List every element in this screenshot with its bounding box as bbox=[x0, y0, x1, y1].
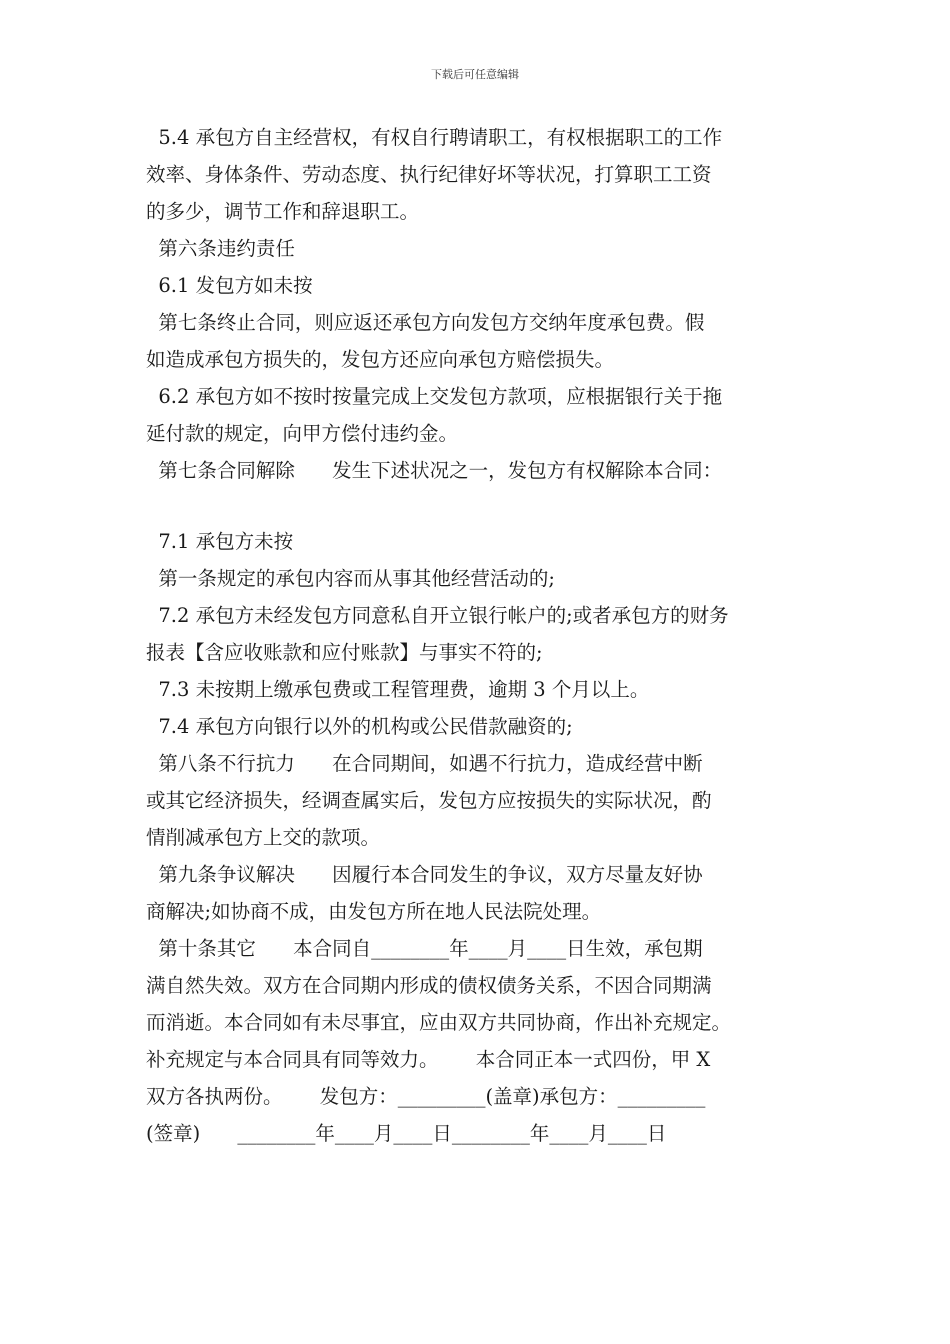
page-header-note: 下载后可任意编辑 bbox=[431, 68, 519, 81]
section-heading-7: 第七条合同解除 发生下述状况之一，发包方有权解除本合同： bbox=[146, 459, 723, 482]
text-line: 情削减承包方上交的款项。 bbox=[146, 826, 381, 849]
date-line: (签章) ________年____月____日________年____月____日 bbox=[146, 1122, 667, 1145]
blank-line bbox=[146, 489, 826, 523]
clause-7-3: 7.3 未按期上缴承包费或工程管理费，逾期 3 个月以上。 bbox=[146, 678, 650, 701]
text-line: 第一条规定的承包内容而从事其他经营活动的; bbox=[146, 567, 555, 590]
text-line: 或其它经济损失，经调查属实后，发包方应按损失的实际状况，酌 bbox=[146, 789, 712, 812]
text-line: 而消逝。本合同如有未尽事宜，应由双方共同协商，作出补充规定。 bbox=[146, 1011, 732, 1034]
text-line: 延付款的规定，向甲方偿付违约金。 bbox=[146, 422, 459, 445]
clause-7-1: 7.1 承包方未按 bbox=[146, 530, 294, 553]
section-heading-10: 第十条其它 本合同自________年____月____日生效，承包期 bbox=[146, 937, 703, 960]
clause-7-4: 7.4 承包方向银行以外的机构或公民借款融资的; bbox=[146, 715, 573, 738]
section-heading-6: 第六条违约责任 bbox=[146, 237, 295, 260]
clause-6-2: 6.2 承包方如不按时按量完成上交发包方款项，应根据银行关于拖 bbox=[146, 385, 723, 408]
text-line: 报表【含应收账款和应付账款】与事实不符的; bbox=[146, 641, 543, 664]
text-line: 的多少，调节工作和辞退职工。 bbox=[146, 200, 420, 223]
section-heading-9: 第九条争议解决 因履行本合同发生的争议，双方尽量友好协 bbox=[146, 863, 703, 886]
text-line: 5.4 承包方自主经营权，有权自行聘请职工，有权根据职工的工作 bbox=[146, 126, 723, 149]
text-line: 如造成承包方损失的，发包方还应向承包方赔偿损失。 bbox=[146, 348, 615, 371]
signature-line: 双方各执两份。 发包方：_________(盖章)承包方：_________ bbox=[146, 1085, 706, 1108]
text-line: 效率、身体条件、劳动态度、执行纪律好坏等状况，打算职工工资 bbox=[146, 163, 712, 186]
clause-6-1: 6.1 发包方如未按 bbox=[146, 274, 313, 297]
clause-7-2: 7.2 承包方未经发包方同意私自开立银行帐户的;或者承包方的财务 bbox=[146, 604, 729, 627]
contract-body bbox=[146, 119, 826, 1152]
text-line: 补充规定与本合同具有同等效力。 本合同正本一式四份，甲 X bbox=[146, 1048, 711, 1071]
section-heading-8: 第八条不行抗力 在合同期间，如遇不行抗力，造成经营中断 bbox=[146, 752, 703, 775]
text-line: 商解决;如协商不成，由发包方所在地人民法院处理。 bbox=[146, 900, 602, 923]
text-line: 满自然失效。双方在合同期内形成的债权债务关系，不因合同期满 bbox=[146, 974, 712, 997]
text-line: 第七条终止合同，则应返还承包方向发包方交纳年度承包费。假 bbox=[146, 311, 705, 334]
